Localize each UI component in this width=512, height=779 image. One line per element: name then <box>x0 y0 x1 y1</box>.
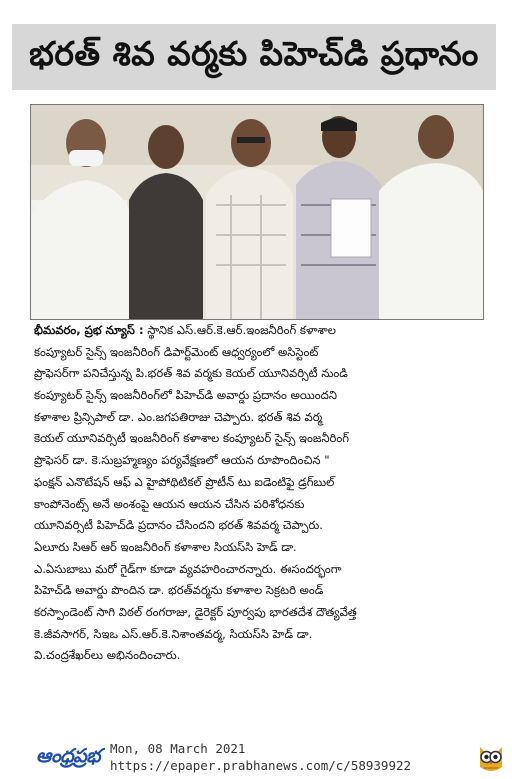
article-line: ఎ.ఏసుబాబు మరో గైడ్‌గా కూడా వ్యవహరించారన్నారు. ఈసందర్భంగా <box>34 561 342 576</box>
certificate <box>331 199 371 257</box>
owl-icon <box>476 741 506 775</box>
article-line: ప్రొఫెసర్ డా. కె.సుబ్రహ్మణ్యం పర్యవేక్షణలో ఆయన రూపొందించిన " <box>34 453 330 468</box>
publish-date: Mon, 08 March 2021 <box>110 741 246 756</box>
brand-logo[interactable]: ఆంధ్రప్రభ <box>36 744 100 767</box>
article-body <box>34 320 482 667</box>
headline: భరత్ శివ వర్మకు పిహెచ్‌డి ప్రధానం <box>29 33 479 73</box>
article-line: కంప్యూటర్ సైన్స్ ఇంజనీరింగ్ డిపార్ట్‌మెంట్ ఆధ్వర్యంలో అసిస్టెంట్ <box>34 344 319 359</box>
article-line: ఏలూరు సిఆర్ ఆర్ ఇంజనీరింగ్ కళాశాల సియస్‌సి హెడ్ డా. <box>34 539 297 554</box>
dateline: భీమవరం, ప్రభ న్యూస్ : <box>34 323 144 337</box>
article-line: వి.చంద్రశేఖర్‌లు అభినందించారు. <box>34 648 181 663</box>
article-line: పిహెచ్‌డి అవార్డు పొందిన డా. భరత్‌వర్మను కళాశాల సెక్రటరి అండ్ <box>34 583 324 598</box>
article-line: ప్రొఫెసర్‌గా పనిచేస్తున్న పి.భరత్ శివ వర్మకు కెయల్ యూనివర్సిటీ నుండి <box>34 366 348 381</box>
headline-band <box>12 24 496 90</box>
article-line: కరస్పాండెంట్ సాగి విఠల్ రంగరాజు, డైరెక్టర్ పూర్వపు భారతదేశ దౌత్యవేత్త <box>34 604 357 619</box>
article-line-1: భీమవరం, ప్రభ న్యూస్ : స్థానిక ఎస్.ఆర్.కె.ఆర్.ఇంజనీరింగ్ కళాశాల <box>34 323 336 337</box>
page-footer <box>0 738 512 778</box>
article-line: కంప్యూటర్ సైన్స్ ఇంజనీరింగ్‌లో పిహెచ్‌డి అవార్డు ప్రదానం అయిందని <box>34 388 337 403</box>
article-line: కెయల్ యూనివర్సిటీ ఇంజనీరింగ్ కళాశాల కంప్యూటర్ సైన్స్ ఇంజనీరింగ్ <box>34 431 349 446</box>
footer-meta <box>110 740 411 774</box>
article-line: యూనివర్సిటీ పిహెచ్‌డి ప్రదానం చేసిందని భరత్ శివవర్మ చెప్పారు. <box>34 518 323 533</box>
source-url[interactable]: https://epaper.prabhanews.com/c/58939922 <box>110 758 412 773</box>
article-line: కళాశాల ప్రిన్సిపాల్ డా. ఎం.జగపతిరాజు చెప్పారు. భరత్ శివ వర్మ <box>34 409 323 424</box>
news-photo <box>30 104 484 320</box>
article-line: కె.జీవసాగర్, సిఇఒ ఎస్.ఆర్.కె.నిశాంతవర్మ, సియస్‌సి హెడ్ డా. <box>34 626 313 641</box>
article-line: ఫంక్షన్ ఎనొటేషన్ ఆఫ్ ఎ హైపోథిటికల్ ప్రొటీన్ టు ఐడెంటిఫై డ్రగ్‌బుల్ <box>34 474 335 489</box>
article-line: కాంపోనెంట్స్ అనే అంశంపై ఆయన ఆయన చేసిన పరిశోధనకు <box>34 496 305 511</box>
